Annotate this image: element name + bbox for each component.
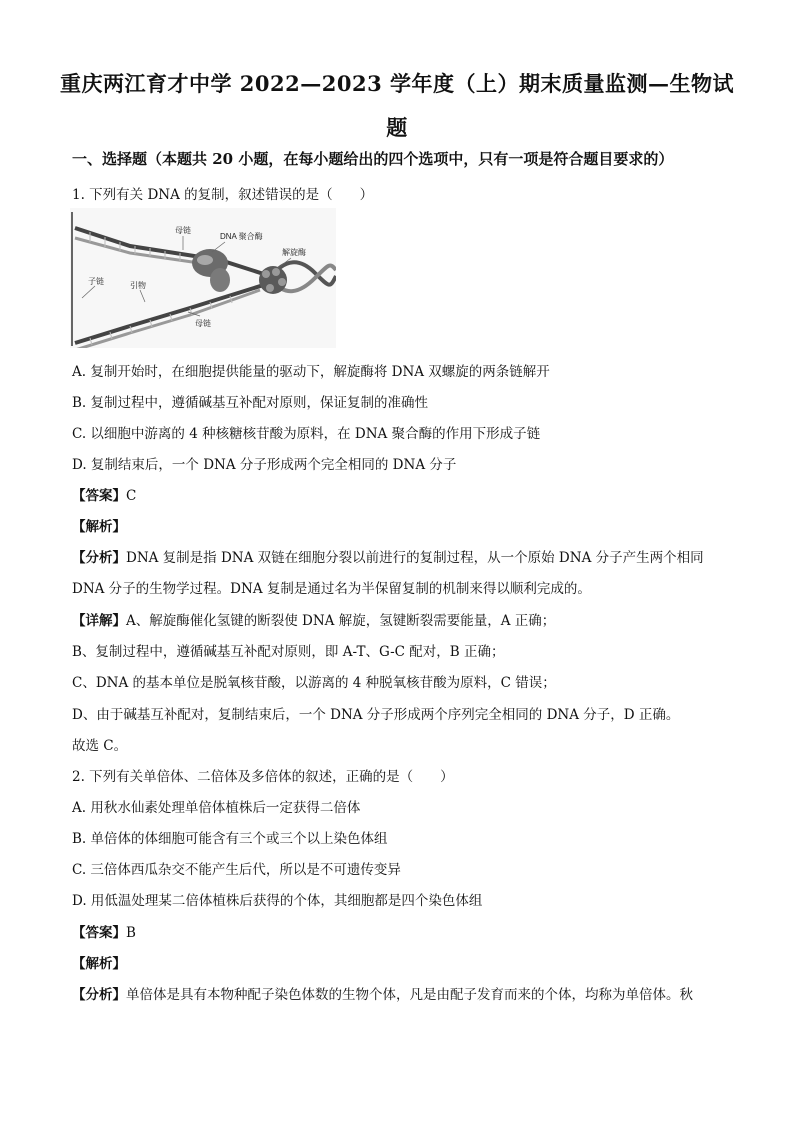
xiangjie-tag: 【详解】 <box>72 613 126 629</box>
q2-answer-line: 【答案】B <box>72 925 136 941</box>
q1-xiangjie-c: C、DNA 的基本单位是脱氧核苷酸，以游离的 4 种脱氧核苷酸为原料，C 错误； <box>72 675 556 691</box>
label-dna-polymerase: DNA 聚合酶 <box>220 232 263 241</box>
dna-replication-figure <box>70 208 336 348</box>
document-title-line1: 重庆两江育才中学 2022—2023 学年度（上）期末质量监测—生物试 <box>60 71 735 96</box>
q1-conclusion: 故选 C。 <box>72 738 128 754</box>
q2-answer: B <box>126 925 136 941</box>
q1-analysis-heading: 【解析】 <box>72 519 126 535</box>
q1-option-c: C. 以细胞中游离的 4 种核糖核苷酸为原料，在 DNA 聚合酶的作用下形成子链 <box>72 426 541 442</box>
q1-answer: C <box>126 488 137 504</box>
label-daughter-strand: 子链 <box>88 277 104 286</box>
q1-stem: 1. 下列有关 DNA 的复制，叙述错误的是（ ） <box>72 187 374 203</box>
q2-option-b: B. 单倍体的体细胞可能含有三个或三个以上染色体组 <box>72 831 388 847</box>
section-heading: 一、选择题（本题共 20 小题，在每小题给出的四个选项中，只有一项是符合题目要求的） <box>72 150 674 168</box>
q1-answer-line <box>72 484 136 504</box>
q2-stem: 2. 下列有关单倍体、二倍体及多倍体的叙述，正确的是（ ） <box>72 769 454 785</box>
fenxi-tag: 【分析】 <box>72 550 126 566</box>
q1-option-d: D. 复制结束后，一个 DNA 分子形成两个完全相同的 DNA 分子 <box>72 457 457 473</box>
label-helicase: 解旋酶 <box>282 248 306 257</box>
q2-analysis-heading: 【解析】 <box>72 956 126 972</box>
q1-xiangjie-a: 【详解】A、解旋酶催化氢键的断裂使 DNA 解旋，氢键断裂需要能量，A 正确； <box>72 613 556 629</box>
q1-xiangjie-b: B、复制过程中，遵循碱基互补配对原则，即 A-T、G-C 配对，B 正确； <box>72 644 505 660</box>
answer-tag: 【答案】 <box>72 488 126 504</box>
label-mother-strand-bottom: 母链 <box>195 319 211 328</box>
label-primer: 引物 <box>130 281 146 290</box>
label-mother-strand-top: 母链 <box>175 226 191 235</box>
q2-fenxi-line1: 【分析】单倍体是具有本物种配子染色体数的生物个体，凡是由配子发育而来的个体，均称为单倍体。秋 <box>72 987 693 1003</box>
q1-option-b: B. 复制过程中，遵循碱基互补配对原则，保证复制的准确性 <box>72 395 429 411</box>
helicase-shape <box>259 266 287 294</box>
q1-option-a: A. 复制开始时，在细胞提供能量的驱动下，解旋酶将 DNA 双螺旋的两条链解开 <box>72 364 550 380</box>
q1-xiangjie-d: D、由于碱基互补配对，复制结束后，一个 DNA 分子形成两个序列完全相同的 DNA 分子，D 正确。 <box>72 707 680 723</box>
q2-option-a: A. 用秋水仙素处理单倍体植株后一定获得二倍体 <box>72 800 361 816</box>
document-title-line2: 题 <box>386 115 408 140</box>
q1-fenxi-line2: DNA 分子的生物学过程。DNA 复制是通过名为半保留复制的机制来得以顺利完成的。 <box>72 581 591 597</box>
q2-option-c: C. 三倍体西瓜杂交不能产生后代，所以是不可遗传变异 <box>72 862 401 878</box>
q1-fenxi-line1: 【分析】DNA 复制是指 DNA 双链在细胞分裂以前进行的复制过程，从一个原始 DNA 分子产生两个相同 <box>72 550 704 566</box>
q2-option-d: D. 用低温处理某二倍体植株后获得的个体，其细胞都是四个染色体组 <box>72 893 483 909</box>
